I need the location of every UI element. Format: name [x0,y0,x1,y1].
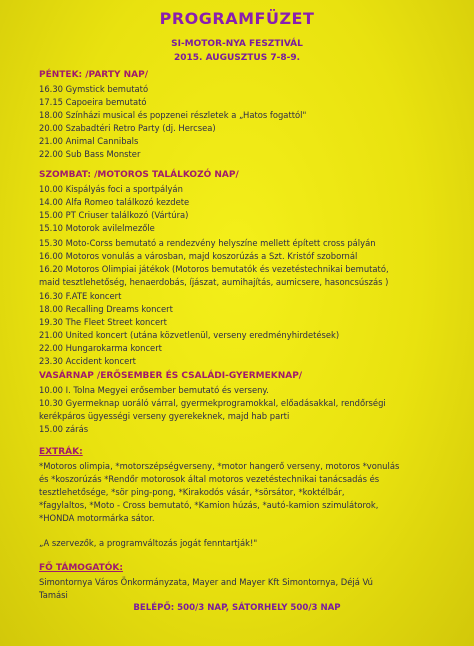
page-title: PROGRAMFÜZET [159,9,315,28]
saturday-item: 15.00 PT Criuser találkozó (Vártúra) [39,210,189,220]
saturday-item: 16.30 F.ATE koncert [39,291,122,301]
festival-dates: 2015. AUGUSZTUS 7-8-9. [173,53,301,63]
friday-heading: PÉNTEK: /PARTY NAP/ [39,70,148,80]
saturday-item: 14.00 Alfa Romeo találkozó kezdete [39,197,190,207]
saturday-item: 15.30 Moto-Corss bemutató a rendezvény helyszíne mellett épített cross pályán [39,238,376,248]
sponsors-line: Tamási [39,590,68,600]
extras-line: *Motoros olimpia, *motorszépségverseny, *motor hangerő verseny, motoros *vonulás [39,461,400,471]
saturday-item: 23.30 Accident koncert [39,356,136,366]
saturday-item: 16.00 Motoros vonulás a városban, majd koszorúzás a Szt. Kristóf szobornál [39,251,358,261]
sunday-item: 10.00 I. Tolna Megyei erősember bemutató és verseny. [39,385,269,395]
friday-item: 18.00 Színházi musical és popzenei részletek a „Hatos fogattól" [39,110,307,120]
friday-item: 20.00 Szabadtéri Retro Party (dj. Hercsea) [39,123,216,133]
extras-line: *fagylaltos, *Moto - Cross bemutató, *Kamion húzás, *autó-kamion szimulátorok, [39,500,379,510]
saturday-item: 19.30 The Fleet Street koncert [39,317,167,327]
sponsors-line: Simontornya Város Önkormányzata, Mayer and Mayer Kft Simontornya, Déjá Vú [39,577,373,587]
saturday-item: 21.00 United koncert (utána közvetlenül, verseny eredményhirdetések) [39,330,340,340]
friday-item: 21.00 Animal Cannibals [39,136,139,146]
saturday-item: 16.20 Motoros Olimpiai játékok (Motoros bemutatók és vezetéstechnikai bemutató, [39,264,389,274]
saturday-item: 10.00 Kispályás foci a sportpályán [39,184,183,194]
sunday-item: 15.00 zárás [39,424,89,434]
sunday-item: kerékpáros ügyességi verseny gyerekeknek, majd hab parti [39,411,290,421]
organizer-note: „A szervezők, a programváltozás jogát fenntartják!" [39,538,258,548]
entry-price: BELÉPŐ: 500/3 NAP, SÁTORHELY 500/3 NAP [133,603,341,613]
sunday-heading: VASÁRNAP /ERŐSEMBER ÉS CSALÁDI-GYERMEKNAP/ [39,371,303,381]
saturday-item: 15.10 Motorok avilelmezőle [39,223,155,233]
saturday-item: maid tesztlehetőség, henaerdobás, íjászat, aumihajítás, aumicsere, hasoncsúszás ) [39,277,389,287]
friday-item: 16.30 Gymstick bemutató [39,84,149,94]
sunday-item: 10.30 Gyermeknap uoráló várral, gyermekprogramokkal, előadásakkal, rendőrségi [39,398,386,408]
extras-line: tesztlehetősége, *sör ping-pong, *Kirakodós vásár, *sörsátor, *koktélbár, [39,487,345,497]
saturday-item: 22.00 Hungarokarma koncert [39,343,162,353]
festival-name: SI-MOTOR-NYA FESZTIVÁL [171,39,303,49]
friday-item: 17.15 Capoeira bemutató [39,97,147,107]
extras-line: és *koszorúzás *Rendőr motorosok által motoros vezetéstechnikai tanácsadás és [39,474,380,484]
extras-line: *HONDA motormárka sátor. [39,513,155,523]
sponsors-heading: FŐ TÁMOGATÓK: [39,563,123,573]
saturday-item: 18.00 Recalling Dreams koncert [39,304,173,314]
extras-heading: EXTRÁK: [39,447,83,457]
saturday-heading: SZOMBAT: /MOTOROS TALÁLKOZÓ NAP/ [39,170,239,180]
friday-item: 22.00 Sub Bass Monster [39,149,141,159]
